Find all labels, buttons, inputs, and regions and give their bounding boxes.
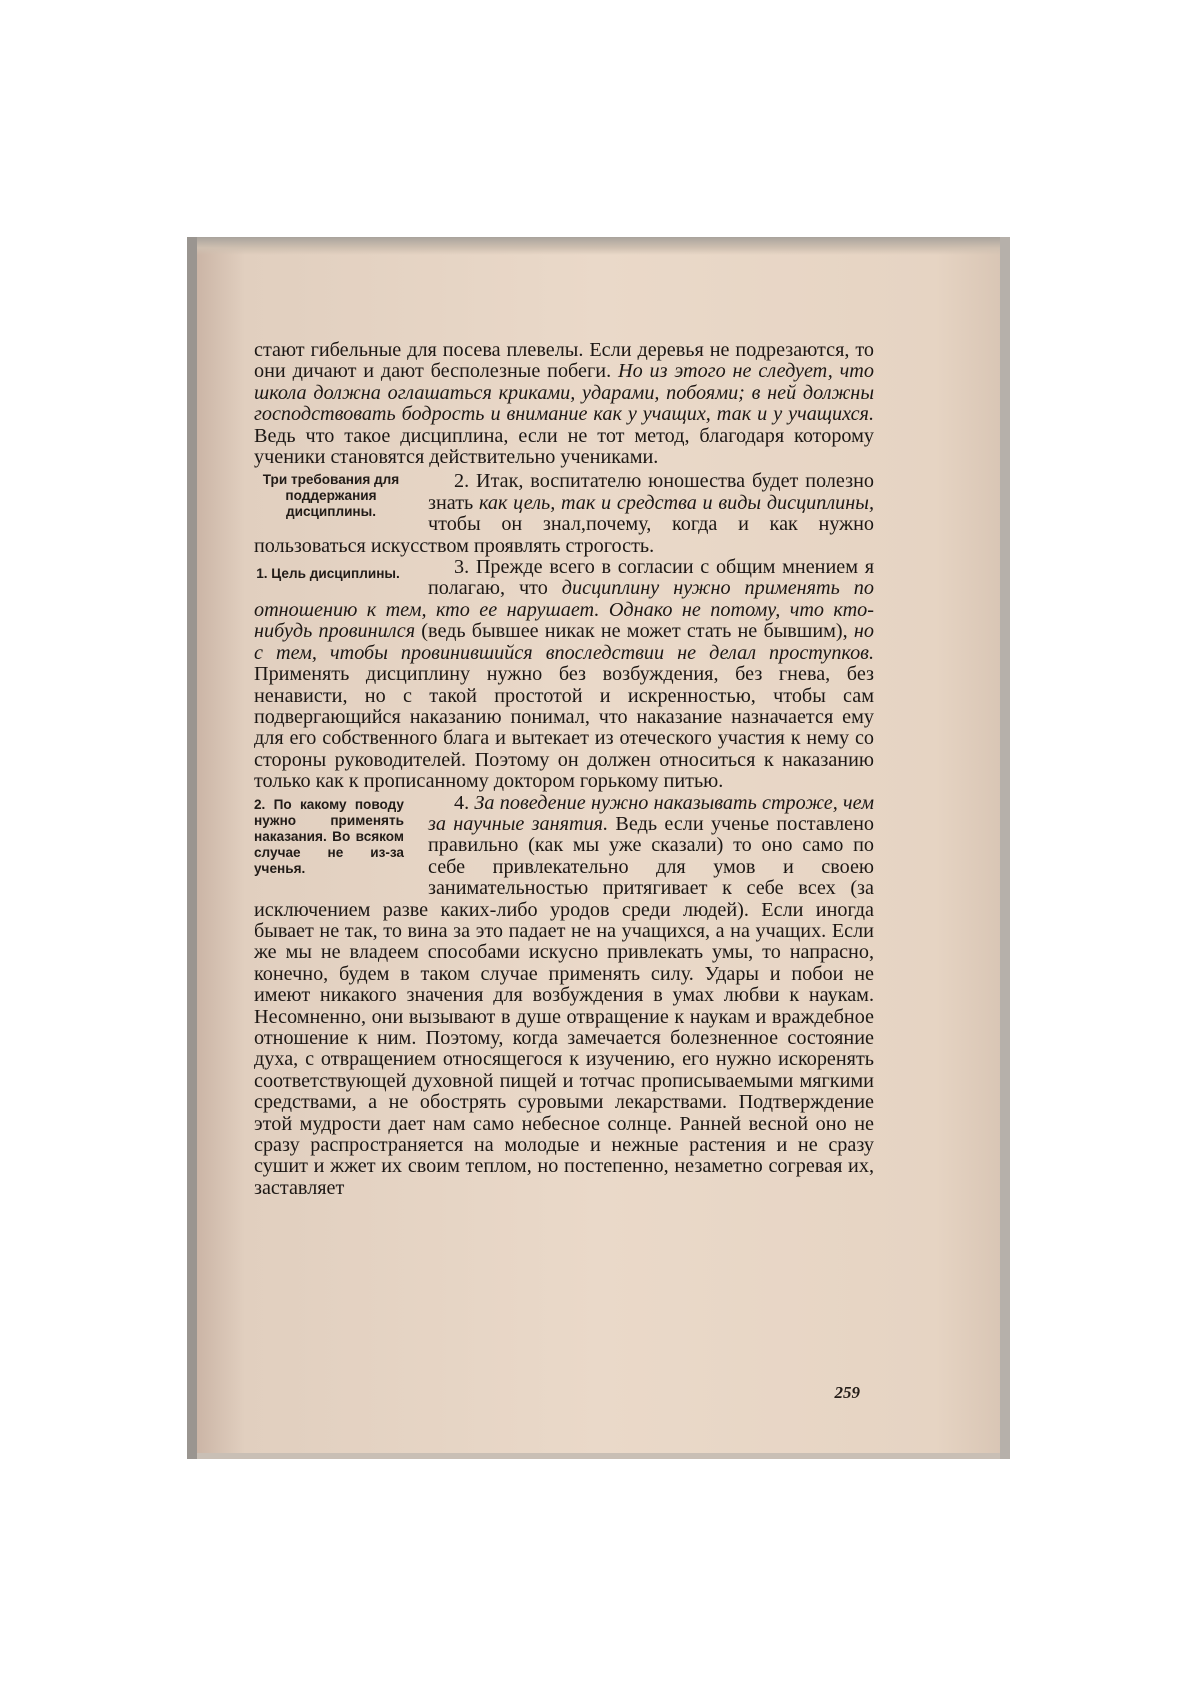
paragraph-3 bbox=[254, 557, 874, 792]
p3-italic-b: но с тем, чтобы провинившийся впоследствии не делал проступков. bbox=[254, 620, 874, 664]
page-text bbox=[254, 340, 874, 1199]
page-number: 259 bbox=[834, 1383, 860, 1402]
p3-text-c: Применять дисциплину нужно без возбуждения, без гнева, без ненависти, но с такой простотой и искренностью, чтобы сам подвергающийся наказанию понимал, что наказание назначается ему для его собственного блага и вытекает из отеческого участия к нему со стороны руководителей. Поэтому он должен относиться к наказанию только как к прописанному доктором горькому питью. bbox=[254, 663, 874, 793]
margin-note-three-requirements: Три требования для поддержания дисциплины. bbox=[262, 472, 400, 520]
p4-italic: За поведение нужно наказывать строже, чем за научные занятия. bbox=[428, 791, 875, 835]
p3-text-b: (ведь бывшее никак не может стать не бывшим), bbox=[415, 620, 854, 643]
scanned-book-page bbox=[187, 237, 1010, 1459]
p1-text-b: Ведь что такое дисциплина, если не тот метод, благодаря которому ученики становятся действительно учениками. bbox=[254, 424, 874, 469]
p2-italic: как цель, так и средства и виды дисциплины, bbox=[478, 491, 875, 514]
p3-text-a: 3. Прежде всего в согласии с общим мнением я полагаю, что bbox=[428, 556, 874, 600]
p2-text-b: чтобы он знал,почему, когда и как нужно пользоваться искусством проявлять строгость. bbox=[254, 513, 874, 557]
p4-text-b: Ведь если ученье поставлено правильно (как мы уже сказали) то оно само по себе привлекательно для умов и своею занимательностью притягивает к себе всех (за исключением разве каких-либо уродов среди людей). Если иногда бывает не так, то вина за это падает не на учащихся, а на учащих. Если же мы не владеем способами искусно привлекать умы, то напрасно, конечно, будем в таком случае применять силу. Удары и побои не имеют никакого значения для возбуждения в умах любви к наукам. Несомненно, они вызывают в душе отвращение к наукам и враждебное отношение к ним. Поэтому, когда замечается болезненное состояние духа, с отвращением относящегося к изучению, его нужно искоренять соответствующей духовной пищей и тотчас прописываемыми мягкими средствами, а не обострять суровыми лекарствами. Подтверждение этой мудрости дает нам само небесное солнце. Ранней весной оно не сразу распространяется на молодые и нежные растения и не сразу сушит и жжет их своим теплом, но постепенно, незаметно согревая их, заставляет bbox=[254, 812, 875, 1199]
p1-text-a: стают гибельные для посева плевелы. Если деревья не подрезаются, то они дичают и дают бесполезные побеги. bbox=[254, 339, 874, 383]
p4-text-a: 4. bbox=[454, 791, 475, 814]
margin-note-occasion: 2. По какому поводу нужно применять наказания. Во всяком случае не из-за ученья. bbox=[254, 796, 404, 876]
p3-italic-a: дисциплину нужно применять по отношению к тем, кто ее нарушает. Однако не потому, что кто-нибудь провинился bbox=[254, 577, 874, 643]
p1-italic: Но из этого не следует, что школа должна оглашаться криками, ударами, побоями; в ней должны господствовать бодрость и внимание как у учащих, так и у учащихся. bbox=[254, 360, 874, 426]
margin-note-purpose: 1. Цель дисциплины. bbox=[256, 566, 400, 582]
paragraph-1 bbox=[254, 340, 874, 468]
p2-text-a: 2. Итак, воспитателю юношества будет полезно знать bbox=[428, 470, 874, 514]
